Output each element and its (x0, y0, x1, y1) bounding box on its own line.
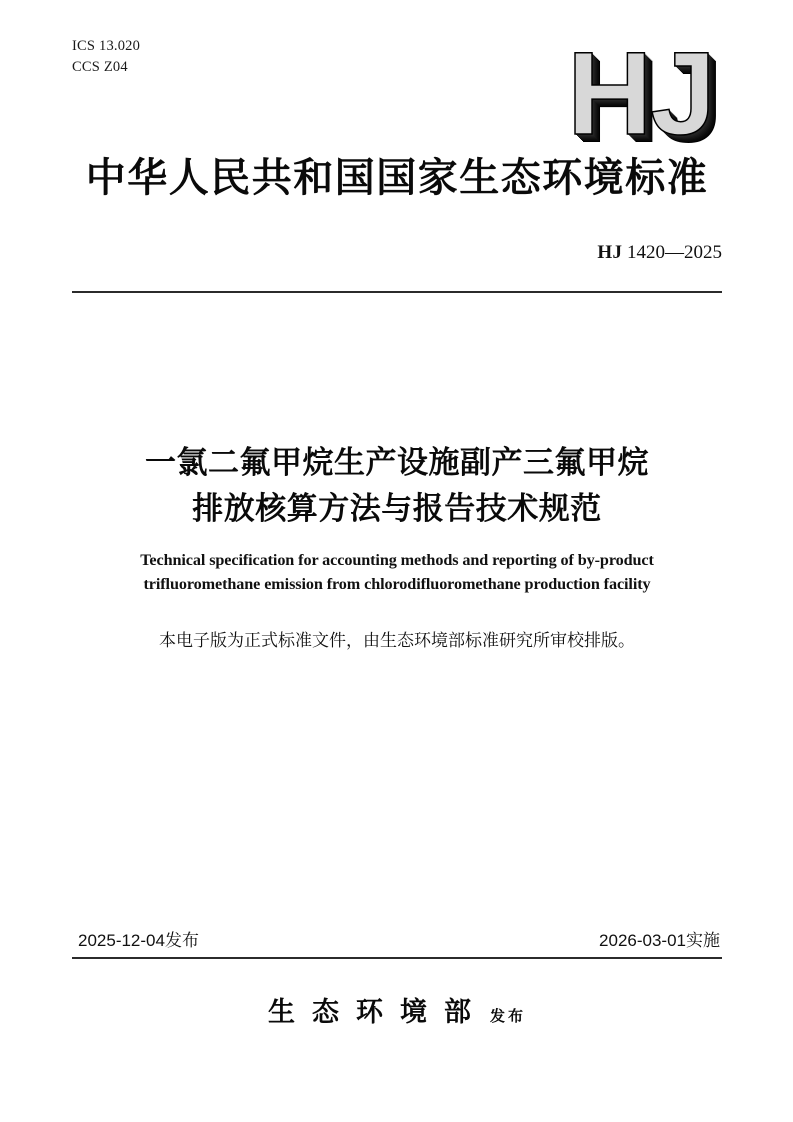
page-title-line-1: 一氯二氟甲烷生产设施副产三氟甲烷 (145, 445, 649, 480)
publisher-organization: 生态环境部 (267, 997, 488, 1027)
effective-date: 2026-03-01实施 (599, 931, 720, 950)
classification-codes (72, 36, 140, 78)
english-subtitle-line-2: trifluoromethane emission from chlorodifluoromethane production facility (143, 575, 651, 593)
divider-bottom (72, 957, 722, 959)
page-title (72, 440, 722, 532)
publisher-line (72, 990, 722, 1029)
standard-number-prefix: HJ (597, 242, 623, 263)
ccs-code: CCS Z04 (72, 59, 128, 75)
publisher-action: 发布 (489, 1008, 526, 1025)
issue-date: 2025-12-04发布 (78, 931, 199, 950)
hj-emblem-text: HJ (567, 28, 714, 160)
edition-note: 本电子版为正式标准文件，由生态环境部标准研究所审校排版。 (159, 631, 635, 650)
standard-number-value: 1420—2025 (622, 242, 722, 263)
dates-row (72, 928, 722, 954)
english-subtitle (72, 548, 722, 596)
english-subtitle-line-1: Technical specification for accounting methods and reporting of by-product (140, 551, 654, 569)
ics-code: ICS 13.020 (72, 38, 141, 54)
national-standard-title: 中华人民共和国国家生态环境标准 (85, 156, 709, 200)
divider-top (72, 291, 722, 293)
page-title-line-2: 排放核算方法与报告技术规范 (192, 491, 602, 526)
header-block (72, 28, 722, 166)
standard-number (72, 240, 722, 266)
hj-emblem-logo (514, 28, 714, 160)
